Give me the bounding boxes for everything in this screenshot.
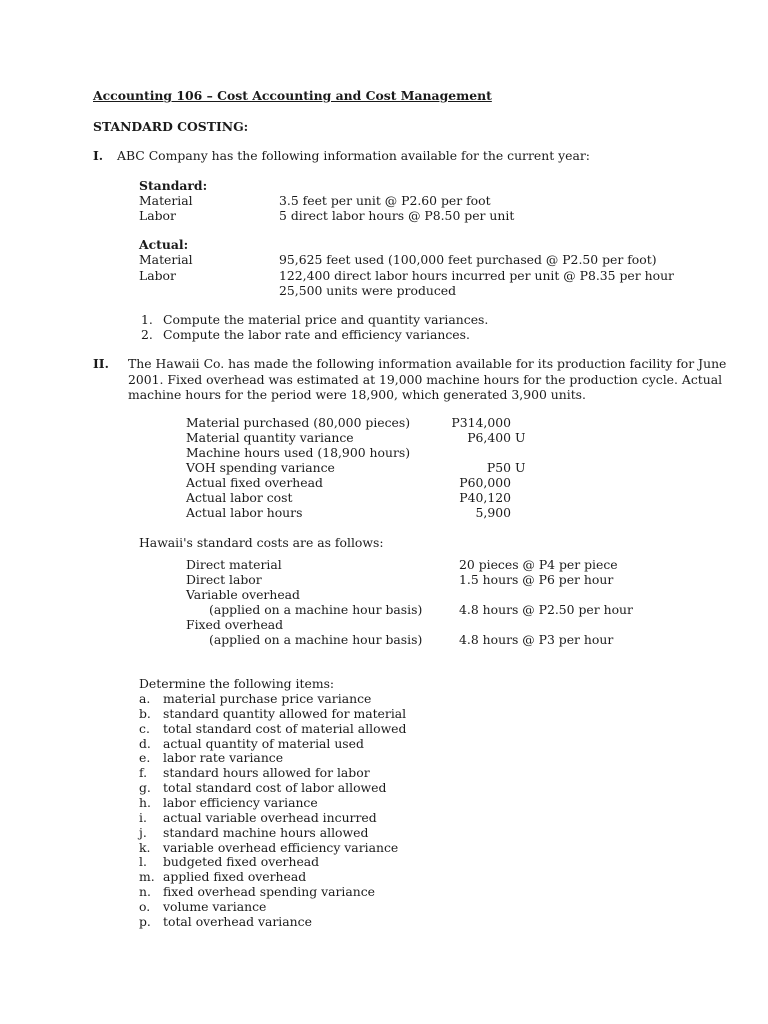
item-letter: i. bbox=[139, 810, 147, 825]
item-text: standard machine hours allowed bbox=[163, 825, 369, 840]
actual-row-value: 122,400 direct labor hours incurred per unit @ P8.35 per hour bbox=[279, 268, 674, 283]
determine-intro: Determine the following items: bbox=[139, 676, 335, 691]
info-label: Actual fixed overhead bbox=[186, 475, 323, 490]
item-letter: b. bbox=[139, 706, 151, 721]
standard-cost-label: (applied on a machine hour basis) bbox=[209, 632, 423, 647]
problem-2-intro-line: machine hours for the period were 18,900, which generated 3,900 units. bbox=[128, 387, 586, 402]
actual-row-value: 95,625 feet used (100,000 feet purchased @ P2.50 per foot) bbox=[279, 252, 657, 267]
info-value: P60,000 bbox=[459, 475, 511, 490]
standard-row-label: Material bbox=[139, 193, 193, 208]
item-text: applied fixed overhead bbox=[163, 869, 307, 884]
item-letter: a. bbox=[139, 691, 151, 706]
item-text: actual quantity of material used bbox=[163, 736, 364, 751]
standard-row-value: 5 direct labor hours @ P8.50 per unit bbox=[279, 208, 515, 223]
standard-cost-label: Variable overhead bbox=[186, 587, 300, 602]
info-value: P50 bbox=[486, 460, 511, 475]
item-text: fixed overhead spending variance bbox=[163, 884, 376, 899]
info-value: P6,400 bbox=[467, 430, 511, 445]
problem-1-intro: ABC Company has the following information available for the current year: bbox=[117, 148, 590, 163]
actual-row-label: Material bbox=[139, 252, 193, 267]
standard-cost-label: Direct material bbox=[186, 557, 282, 572]
question-number: 2. bbox=[141, 327, 153, 342]
item-letter: d. bbox=[139, 736, 151, 751]
item-text: budgeted fixed overhead bbox=[163, 854, 320, 869]
item-text: variable overhead efficiency variance bbox=[163, 840, 399, 855]
question-text: Compute the labor rate and efficiency variances. bbox=[163, 327, 470, 342]
problem-2-numeral: II. bbox=[93, 356, 109, 371]
item-letter: f. bbox=[139, 765, 148, 780]
section-heading: STANDARD COSTING: bbox=[93, 119, 249, 134]
item-letter: k. bbox=[139, 840, 151, 855]
item-letter: h. bbox=[139, 795, 151, 810]
problem-2-intro-line: The Hawaii Co. has made the following information available for its production facility for June bbox=[128, 356, 727, 371]
info-value: P314,000 bbox=[451, 415, 511, 430]
item-text: volume variance bbox=[163, 899, 267, 914]
item-text: labor rate variance bbox=[163, 750, 284, 765]
standard-label: Standard: bbox=[139, 178, 208, 193]
problem-1-numeral: I. bbox=[93, 148, 104, 163]
item-letter: j. bbox=[139, 825, 147, 840]
item-letter: c. bbox=[139, 721, 150, 736]
actual-label: Actual: bbox=[139, 237, 189, 252]
item-letter: g. bbox=[139, 780, 151, 795]
course-title: Accounting 106 – Cost Accounting and Cost Management bbox=[93, 88, 492, 103]
item-text: total overhead variance bbox=[163, 914, 312, 929]
standard-row-label: Labor bbox=[139, 208, 176, 223]
item-letter: o. bbox=[139, 899, 151, 914]
info-flag: U bbox=[515, 430, 526, 445]
standard-cost-label: (applied on a machine hour basis) bbox=[209, 602, 423, 617]
actual-row-value: 25,500 units were produced bbox=[279, 283, 457, 298]
item-text: standard quantity allowed for material bbox=[163, 706, 407, 721]
item-text: total standard cost of material allowed bbox=[163, 721, 407, 736]
item-letter: p. bbox=[139, 914, 151, 929]
question-text: Compute the material price and quantity variances. bbox=[163, 312, 489, 327]
info-label: VOH spending variance bbox=[186, 460, 335, 475]
info-label: Machine hours used (18,900 hours) bbox=[186, 445, 411, 460]
item-text: material purchase price variance bbox=[163, 691, 372, 706]
info-flag: U bbox=[515, 460, 526, 475]
standard-cost-value: 20 pieces @ P4 per piece bbox=[459, 557, 618, 572]
item-text: total standard cost of labor allowed bbox=[163, 780, 387, 795]
problem-2-intro-line: 2001. Fixed overhead was estimated at 19,000 machine hours for the production cycle. Actual bbox=[128, 372, 723, 387]
info-value: P40,120 bbox=[459, 490, 511, 505]
info-label: Actual labor hours bbox=[186, 505, 303, 520]
item-letter: l. bbox=[139, 854, 147, 869]
standard-costs-intro: Hawaii's standard costs are as follows: bbox=[139, 535, 384, 550]
item-letter: n. bbox=[139, 884, 151, 899]
standard-cost-label: Direct labor bbox=[186, 572, 262, 587]
standard-cost-label: Fixed overhead bbox=[186, 617, 284, 632]
item-text: actual variable overhead incurred bbox=[163, 810, 377, 825]
question-number: 1. bbox=[141, 312, 153, 327]
standard-row-value: 3.5 feet per unit @ P2.60 per foot bbox=[279, 193, 491, 208]
actual-row-label: Labor bbox=[139, 268, 176, 283]
standard-cost-value: 1.5 hours @ P6 per hour bbox=[459, 572, 614, 587]
info-label: Material quantity variance bbox=[186, 430, 354, 445]
info-value: 5,900 bbox=[475, 505, 511, 520]
standard-cost-value: 4.8 hours @ P3 per hour bbox=[459, 632, 614, 647]
standard-cost-value: 4.8 hours @ P2.50 per hour bbox=[459, 602, 633, 617]
item-letter: e. bbox=[139, 750, 151, 765]
item-text: labor efficiency variance bbox=[163, 795, 318, 810]
info-label: Material purchased (80,000 pieces) bbox=[186, 415, 411, 430]
info-label: Actual labor cost bbox=[186, 490, 293, 505]
item-letter: m. bbox=[139, 869, 155, 884]
item-text: standard hours allowed for labor bbox=[163, 765, 370, 780]
